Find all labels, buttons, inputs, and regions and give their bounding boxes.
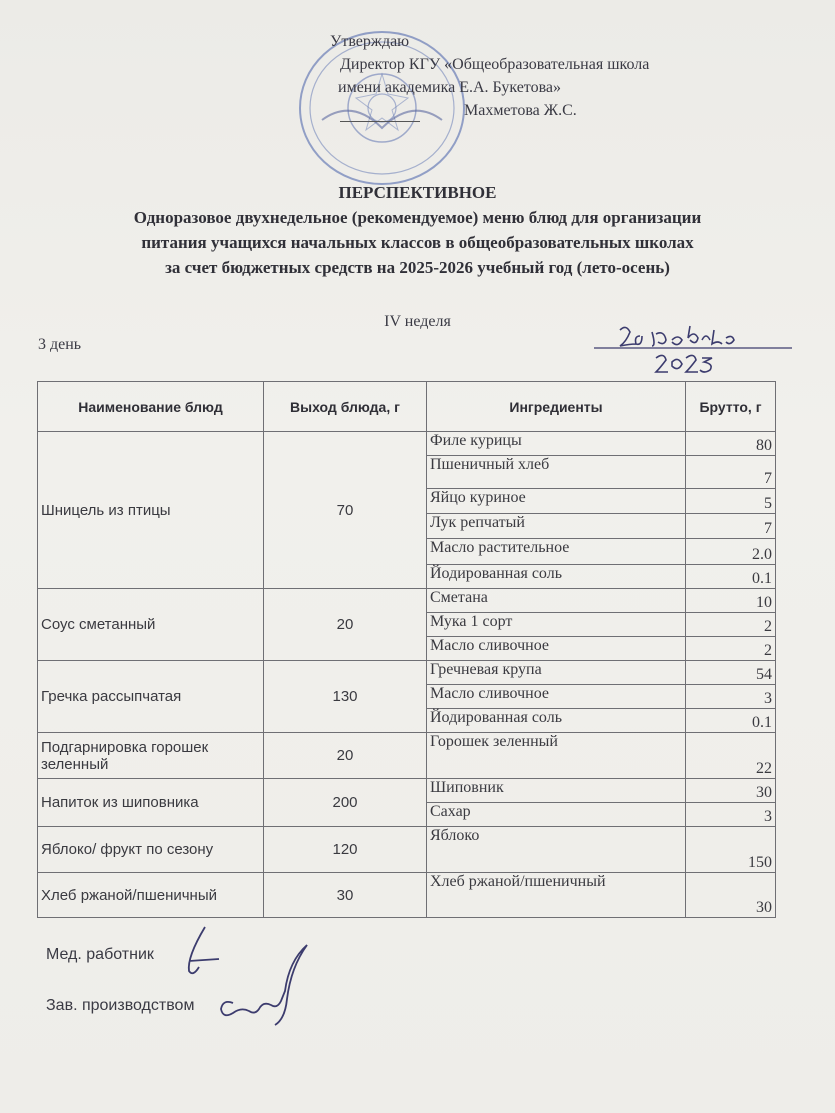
table-row (38, 733, 776, 779)
subtitle-line-2: питания учащихся начальных классов в общеобразовательных школах (141, 233, 694, 252)
ingredient: Сахар (427, 803, 686, 827)
dish-portion: 120 (264, 827, 427, 873)
approval-block (330, 30, 649, 122)
ingredient: Гречневая крупа (427, 661, 686, 685)
gross-weight: 5 (686, 489, 776, 514)
ingredient: Филе курицы (427, 432, 686, 456)
dish-portion: 20 (264, 589, 427, 661)
ingredient: Хлеб ржаной/пшеничный (427, 873, 686, 918)
table-row (38, 779, 776, 803)
ingredient: Горошек зеленный (427, 733, 686, 779)
ingredient: Йодированная соль (427, 709, 686, 733)
gross-weight: 80 (686, 432, 776, 456)
approval-line-2: Директор КГУ «Общеобразовательная школа (340, 56, 650, 73)
subtitle-line-3: за счет бюджетных средств на 2025-2026 учебный год (лето-осень) (165, 258, 670, 277)
signature-line (340, 121, 420, 122)
gross-weight: 30 (686, 779, 776, 803)
dish-portion: 20 (264, 733, 427, 779)
gross-weight: 7 (686, 456, 776, 489)
director-name: Махметова Ж.С. (464, 102, 577, 119)
ingredient: Яйцо куриное (427, 489, 686, 514)
ingredient: Сметана (427, 589, 686, 613)
dish-name: Подгарнировка горошек зеленный (38, 733, 264, 779)
table-row (38, 432, 776, 456)
dish-name: Шницель из птицы (38, 432, 264, 589)
dish-name: Хлеб ржаной/пшеничный (38, 873, 264, 918)
approval-line-1: Утверждаю (330, 33, 410, 50)
ingredient: Масло сливочное (427, 685, 686, 709)
dish-portion: 200 (264, 779, 427, 827)
handwritten-signatures-icon (165, 925, 365, 1035)
approval-line-3: имени академика Е.А. Букетова» (338, 79, 562, 96)
gross-weight: 0.1 (686, 565, 776, 589)
gross-weight: 3 (686, 803, 776, 827)
document-title: ПЕРСПЕКТИВНОЕ (338, 183, 497, 202)
gross-weight: 7 (686, 514, 776, 539)
ingredient: Пшеничный хлеб (427, 456, 686, 489)
gross-weight: 2 (686, 637, 776, 661)
dish-name: Яблоко/ фрукт по сезону (38, 827, 264, 873)
dish-name: Напиток из шиповника (38, 779, 264, 827)
gross-weight: 2.0 (686, 539, 776, 565)
approval-line-4 (330, 99, 649, 122)
dish-name: Соус сметанный (38, 589, 264, 661)
ingredient: Лук репчатый (427, 514, 686, 539)
gross-weight: 150 (686, 827, 776, 873)
ingredient: Шиповник (427, 779, 686, 803)
medical-worker-signature-label: Мед. работник (46, 946, 154, 963)
gross-weight: 22 (686, 733, 776, 779)
table-header-row (38, 382, 776, 432)
table-row (38, 661, 776, 685)
day-label: 3 день (38, 336, 82, 353)
table-row (38, 873, 776, 918)
menu-table (37, 381, 776, 918)
ingredient: Мука 1 сорт (427, 613, 686, 637)
gross-weight: 30 (686, 873, 776, 918)
week-label: IV неделя (384, 313, 451, 330)
header-dish-name: Наименование блюд (38, 382, 264, 432)
table-row (38, 827, 776, 873)
dish-portion: 130 (264, 661, 427, 733)
ingredient: Яблоко (427, 827, 686, 873)
gross-weight: 0.1 (686, 709, 776, 733)
ingredient: Йодированная соль (427, 565, 686, 589)
dish-name: Гречка рассыпчатая (38, 661, 264, 733)
table-row (38, 589, 776, 613)
header-portion: Выход блюда, г (264, 382, 427, 432)
header-gross-weight: Брутто, г (686, 382, 776, 432)
production-manager-signature-label: Зав. производством (46, 997, 195, 1014)
dish-portion: 30 (264, 873, 427, 918)
header-ingredients: Ингредиенты (427, 382, 686, 432)
gross-weight: 54 (686, 661, 776, 685)
ingredient: Масло сливочное (427, 637, 686, 661)
gross-weight: 3 (686, 685, 776, 709)
gross-weight: 2 (686, 613, 776, 637)
handwritten-date-icon (592, 322, 802, 377)
dish-portion: 70 (264, 432, 427, 589)
gross-weight: 10 (686, 589, 776, 613)
ingredient: Масло растительное (427, 539, 686, 565)
subtitle-line-1: Одноразовое двухнедельное (рекомендуемое) меню блюд для организации (133, 208, 702, 227)
